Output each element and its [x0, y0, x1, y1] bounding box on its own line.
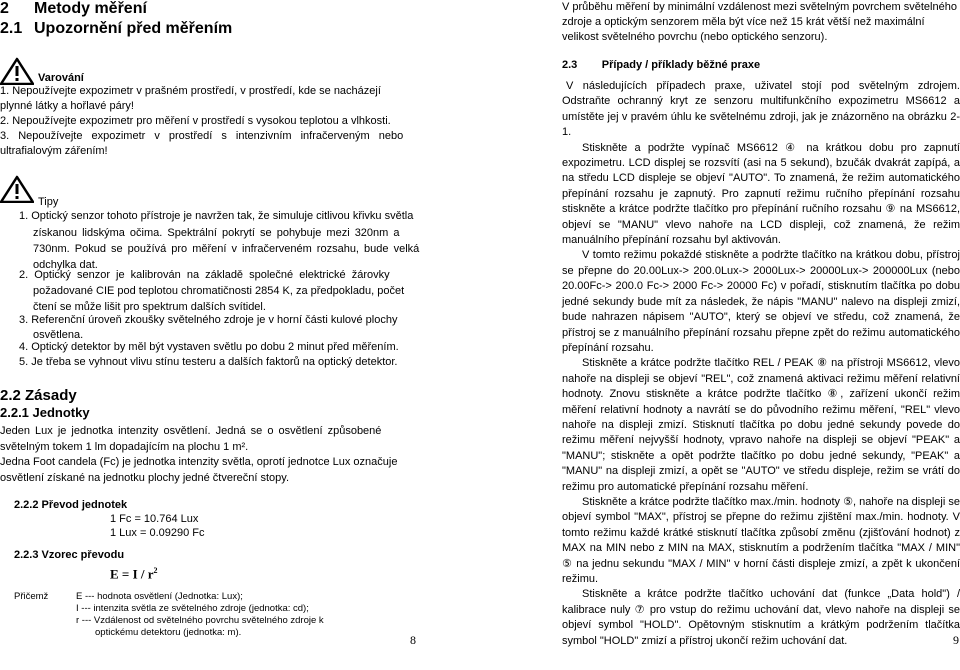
units-line: světelným tokem 1 lm dopadajícím na plochu 1 m².	[0, 441, 249, 453]
tip-line: 730nm. Pokud se používá pro měření v infračerveném rozsahu, bude velká	[33, 243, 420, 255]
heading-number: 2	[0, 0, 9, 17]
paragraph: Stiskněte a krátce podržte tlačítko REL / PEAK ⑧ na přístroji MS6612, vlevo nahoře na displeji se objeví "REL", což znamená aktivaci režimu měření relativní hodnoty. Znovu stiskněte a krátce podržte tlačítko ⑧, zařízení ukončí režim měření relativní hodnoty a navrátí se do původního režimu měření, "REL" vlevo nahoře na displeji zmizí. Stisknutí tlačítka po dobu jedné sekundy povede do režimu měření nejvyšší hodnoty, vpravo nahoře na displeji se objeví "PEAK" a "MANU"; stiskněte a opět podržte tlačítko po dobu jedné sekundy, "PEAK" a "MANU" na displeji zmizí, a opět se "AUTO" ve středu displeje, režim se vrátí do režimu pro automatické přepínání rozsahu měření.	[562, 357, 960, 493]
tips-warning-icon	[0, 175, 34, 203]
subheading-number: 2.1	[0, 20, 23, 37]
tip-line: požadované CIE pod teplotou chromatičnosti 2854 K, za předpokladu, počet	[33, 285, 405, 297]
warning-icon	[0, 57, 34, 85]
paragraphs	[562, 79, 960, 649]
paragraph: V tomto režimu pokaždé stiskněte a podržte tlačítko na krátkou dobu, přístroj se přepne do 20.00Lux-> 200.0Lux-> 2000Lux-> 20000Lux-> 200000Lux (nebo 20.00Fc-> 200.0 Fc-> 2000 Fc-> 20000 Fc) v pořadí, stisknutím tlačítka po dobu jedné sekundy bude mít za následek, že nápis "MANU" nalevo na displeji zmizí, bude nahrazen nápisem "AUTO", který se objeví ve středu, což znamená, že přístroj se z manuálního přepínání rozsahu přepne zpět do režimu automatického přepínání rozsahu.	[562, 249, 960, 354]
intro-line: velikost světelného povrchu (nebo optického senzoru).	[562, 31, 828, 43]
formula-text: E = I / r	[110, 566, 154, 582]
section-heading: 2.3 Případy / příklady běžné praxe	[562, 59, 761, 71]
tip-line: čtení se může lišit pro spektrum dalších svítidel.	[33, 301, 266, 313]
tip-line: 1. Optický senzor tohoto přístroje je navržen tak, že simuluje citlivou křivku světla	[19, 210, 414, 222]
paragraph: V následujících případech praxe, uživatel stojí pod světelným zdrojem. Odstraňte ochranný kryt ze senzoru multifunkčního expozimetru MS6612 a umístěte jej v pravém úhlu ke světelnému zdroji, jak je znázorněno na obrázku 2-1.	[562, 80, 960, 139]
units-line: Jeden Lux je jednotka intenzity osvětlení. Jedná se o osvětlení způsobené	[0, 425, 382, 437]
formula-exponent: 2	[153, 566, 158, 575]
page-number-left: 8	[410, 633, 416, 647]
definition-line: r --- Vzdálenost od světelného povrchu světelného zdroje k	[76, 615, 324, 626]
prevod-title: 2.2.2 Převod jednotek	[14, 499, 128, 511]
tip-line: osvětlena.	[33, 329, 84, 341]
warning-line: ultrafialovým zářením!	[0, 145, 108, 157]
intro-line: zdroje a optickým senzorem měla být více než 15 krát větší než maximální	[562, 16, 925, 28]
paragraph: Stiskněte a krátce podržte tlačítko max./min. hodnoty ⑤, nahoře na displeji se objeví symbol "MAX", přístroj se přepne do režimu zjištění max./min. hodnoty. V tomto režimu každé krátké stisknutí tlačítka způsobí změnu (zjišťování hodnot) z MAX na MIN nebo z MIN na MAX, stisknutím a podržením tlačítka "MAX / MIN" ⑤ na jednu sekundu "MAX / MIN" v horní části displeje zmizí, a zpět k ukončení režimu.	[562, 495, 960, 585]
pricemz-label: Přičemž	[14, 591, 49, 602]
tip-line: získanou lidskýma očima. Spektrální pokrytí se pohybuje mezi 320nm a	[33, 227, 400, 239]
subheading-title: Upozornění před měřením	[34, 20, 233, 37]
warning-title: Varování	[38, 72, 84, 84]
warning-line: 1. Nepoužívejte expozimetr v prašném prostředí, v prostředí, kde se nacházejí	[0, 85, 381, 97]
tip-line: 2. Optický senzor je kalibrován na základě společné elektrické žárovky	[19, 269, 390, 281]
definition-line: I --- intenzita světla ze světelného zdroje (jednotka: cd);	[76, 603, 309, 614]
section-jednotky: 2.2.1 Jednotky	[0, 405, 90, 420]
warning-line: plynné látky a hořlavé páry!	[0, 100, 134, 112]
warning-line: 2. Nepoužívejte expozimetr pro měření v prostředí s vysokou teplotou a vlhkosti.	[0, 115, 391, 127]
vzorec-title: 2.2.3 Vzorec převodu	[14, 549, 125, 561]
page-number-right: 9	[953, 633, 959, 647]
tip-line: odchylka dat.	[33, 259, 98, 271]
tip-line: 3. Referenční úroveň zkoušky světelného zdroje je v horní části kulové plochy	[19, 314, 398, 326]
tip-line: 4. Optický detektor by měl být vystaven světlu po dobu 2 minut před měřením.	[19, 341, 399, 353]
prevod-line: 1 Fc = 10.764 Lux	[110, 513, 199, 525]
units-line: Jedna Foot candela (Fc) je jednotka intenzity světla, oprotí jednotce Lux označuje	[0, 456, 398, 468]
prevod-line: 1 Lux = 0.09290 Fc	[110, 527, 205, 539]
definition-line: E --- hodnota osvětlení (Jednotka: Lux);	[76, 591, 243, 602]
formula	[110, 563, 158, 581]
units-line: osvětlení získané na jednotku plochy jedné čtvereční stopy.	[0, 472, 290, 484]
paragraph: Stiskněte a podržte vypínač MS6612 ④ na krátkou dobu pro zapnutí expozimetru. LCD displej se rozsvítí (asi na 5 sekund), bzučák dvakrát zapípá, a na středu LCD displeje se objeví "AUTO". To znamená, že režim automatického přepínání rozsahu je zapnutý. Pro zapnutí režimu ručního přepínání rozsahu stiskněte a krátce podržte tlačítko pro přepínání ručního rozsahu ⑨ na MS6612, objeví se "MANU" vlevo nahoře na LCD displeji, což znamená, že režim manuálního přepínání rozsahu byl aktivován.	[562, 141, 960, 247]
paragraph: Stiskněte a krátce podržte tlačítko uchování dat (funkce „Data hold") / kalibrace nuly ⑦ pro vstup do režimu uchování dat, vlevo nahoře na displeji se objeví symbol "HOLD". Opětovným stisknutím a krátkým podržením tlačítka symbol "HOLD" zmizí a přístroj ukončí režim uchování dat.	[562, 588, 960, 647]
definition-line: optickému detektoru (jednotka: m).	[95, 627, 242, 638]
intro-text	[562, 0, 960, 45]
tip-line: 5. Je třeba se vyhnout vlivu stínu testeru a dalších faktorů na optický detektor.	[19, 356, 398, 368]
section-zasady: 2.2 Zásady	[0, 387, 77, 404]
intro-line: V průběhu měření by minimální vzdálenost mezi světelným povrchem světelného	[562, 1, 957, 13]
warning-line: 3. Nepoužívejte expozimetr v prostředí s intenzivním infračerveným nebo	[0, 130, 404, 142]
tips-title: Tipy	[38, 196, 59, 208]
heading-title: Metody měření	[34, 0, 147, 17]
